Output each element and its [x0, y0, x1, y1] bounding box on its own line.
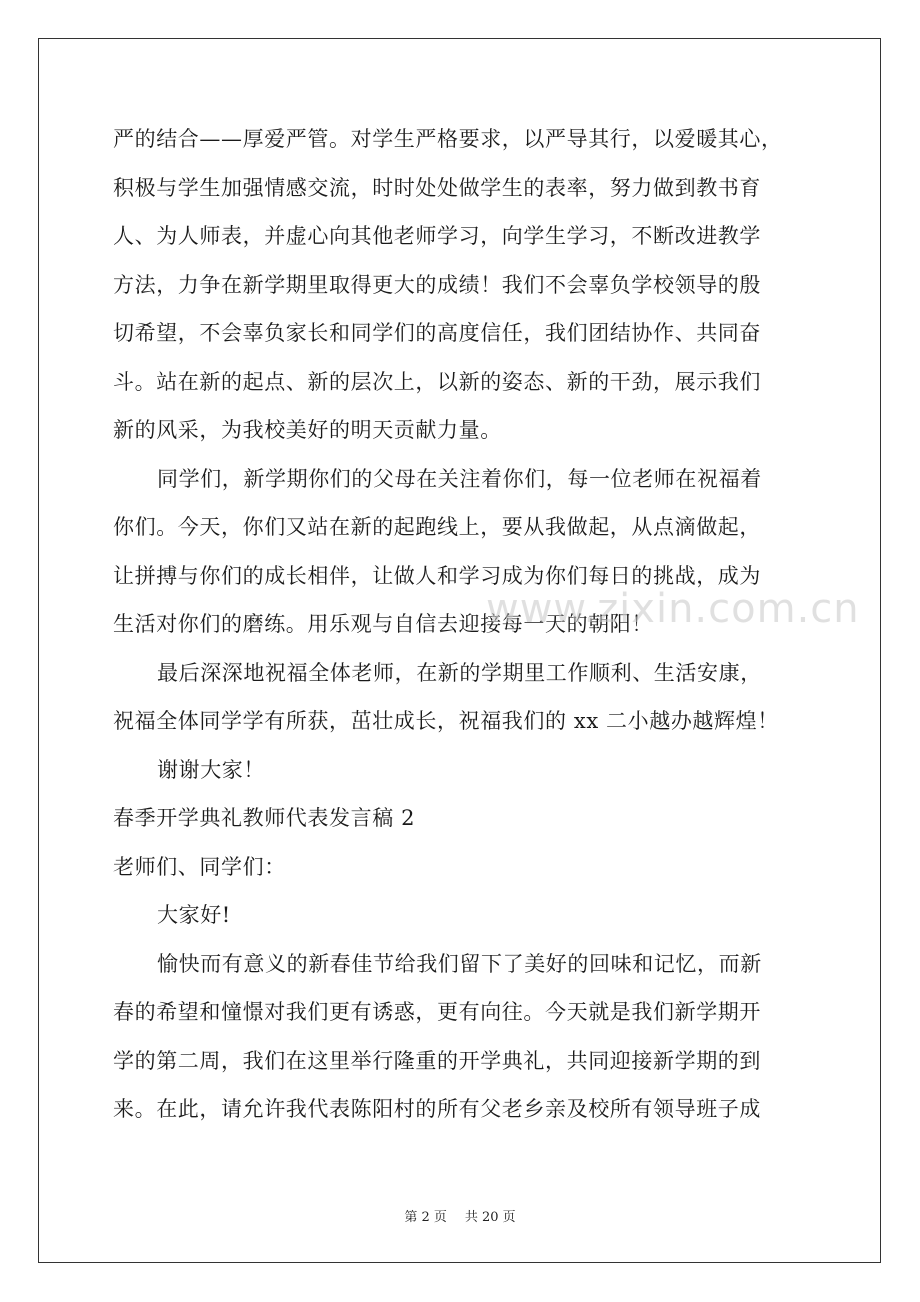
text-line-13: 祝福全体同学学有所获，茁壮成长，祝福我们的 xx 二小越办越辉煌！	[113, 709, 779, 733]
document-body	[113, 115, 825, 1134]
salutation: 老师们、同学们：	[113, 854, 286, 879]
page-footer	[0, 1206, 920, 1225]
page-number: 第 2 页	[404, 1210, 447, 1225]
text-line-20: 学的第二周，我们在这里举行隆重的开学典礼，共同迎接新学期的到	[113, 1048, 761, 1073]
text-line-3: 人、为人师表，并虚心向其他老师学习，向学生学习，不断改进教学	[113, 224, 761, 248]
text-line-2: 积极与学生加强情感交流，时时处处做学生的表率，努力做到教书育	[113, 175, 761, 200]
page-total: 共 20 页	[464, 1210, 516, 1225]
text-line-4: 方法，力争在新学期里取得更大的成绩！我们不会辜负学校领导的殷	[113, 272, 761, 297]
text-line-14: 谢谢大家！	[157, 757, 265, 782]
text-line-11: 生活对你们的磨练。用乐观与自信去迎接每一天的朝阳！	[113, 612, 653, 636]
greeting: 大家好!	[157, 903, 231, 927]
text-line-9: 你们。今天，你们又站在新的起跑线上，要从我做起，从点滴做起，	[113, 515, 761, 539]
text-line-12: 最后深深地祝福全体老师，在新的学期里工作顺利、生活安康，	[157, 660, 762, 685]
text-line-7: 新的风采，为我校美好的明天贡献力量。	[113, 418, 502, 442]
text-line-18: 愉快而有意义的新春佳节给我们留下了美好的回味和记忆，而新	[157, 951, 762, 976]
text-line-6: 斗。站在新的起点、新的层次上，以新的姿态、新的干劲，展示我们	[113, 369, 761, 394]
text-line-5: 切希望，不会辜负家长和同学们的高度信任，我们团结协作、共同奋	[113, 321, 761, 345]
text-line-21: 来。在此，请允许我代表陈阳村的所有父老乡亲及校所有领导班子成	[113, 1097, 761, 1121]
text-line-10: 让拼搏与你们的成长相伴，让做人和学习成为你们每日的挑战，成为	[113, 563, 761, 588]
text-line-1: 严的结合——厚爱严管。对学生严格要求，以严导其行，以爱暖其心，	[113, 127, 783, 151]
text-line-8: 同学们，新学期你们的父母在关注着你们，每一位老师在祝福着	[157, 466, 762, 491]
text-line-19: 春的希望和憧憬对我们更有诱惑，更有向往。今天就是我们新学期开	[113, 1000, 761, 1024]
watermark: www.zixin.com.cn	[486, 586, 860, 632]
section-heading: 春季开学典礼教师代表发言稿 2	[113, 806, 416, 830]
